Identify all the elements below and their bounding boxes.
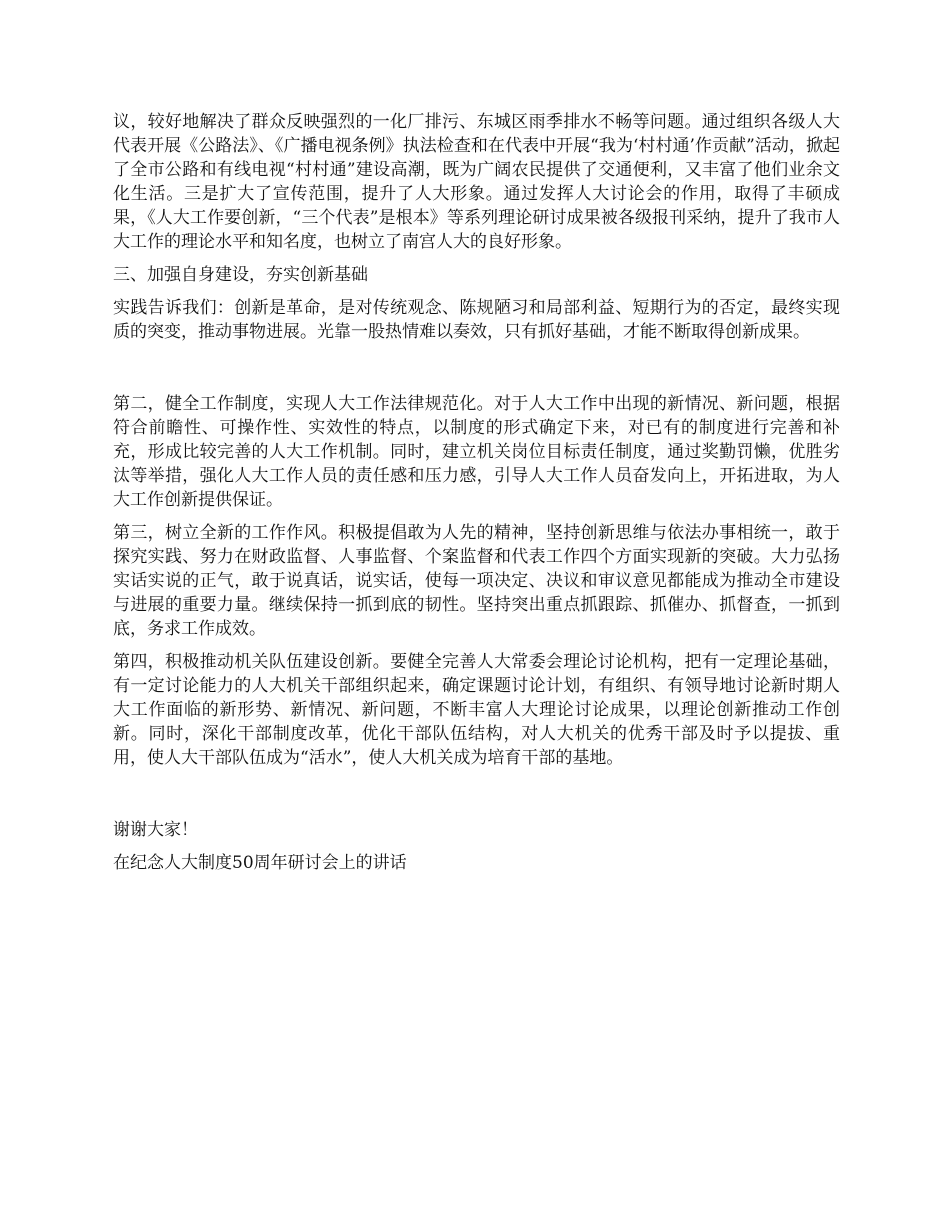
- paragraph-third: 第三，树立全新的工作作风。积极提倡敢为人先的精神，坚持创新思维与依法办事相统一，敢于探究实践、努力在财政监督、人事监督、个案监督和代表工作四个方面实现新的突破。大力弘扬实话实说的正气，敢于说真话，说实话，使每一项决定、决议和审议意见都能成为推动全市建设与进展的重要力量。继续保持一抓到底的韧性。坚持突出重点抓跟踪、抓催办、抓督查，一抓到底，务求工作成效。: [113, 523, 840, 639]
- paragraph-practice: 实践告诉我们：创新是革命，是对传统观念、陈规陋习和局部利益、短期行为的否定，最终实现质的突变，推动事物进展。光靠一股热情难以奏效，只有抓好基础，才能不断取得创新成果。: [113, 298, 840, 342]
- spacer: [113, 512, 840, 521]
- spacer: [113, 254, 840, 263]
- paragraph-second: 第二，健全工作制度，实现人大工作法律规范化。对于人大工作中出现的新情况、新问题，根据符合前瞻性、可操作性、实效性的特点，以制度的形式确定下来，对已有的制度进行完善和补充，形成比较完善的人大工作机制。同时，建立机关岗位目标责任制度，通过奖勤罚懒，优胜劣汰等举措，强化人大工作人员的责任感和压力感，引导人大工作人员奋发向上，开拓进取，为人大工作创新提供保证。: [113, 394, 840, 510]
- document-body: [113, 110, 840, 875]
- spacer: [113, 770, 840, 818]
- speech-title: 在纪念人大制度50周年研讨会上的讲话: [113, 853, 407, 873]
- spacer: [113, 287, 840, 296]
- paragraph-fourth: 第四，积极推动机关队伍建设创新。要健全完善人大常委会理论讨论机构，把有一定理论基础，有一定讨论能力的人大机关干部组织起来，确定课题讨论计划，有组织、有领导地讨论新时期人大工作面临的新形势、新情况、新问题，不断丰富人大理论讨论成果，以理论创新推动工作创新。同时，深化干部制度改革，优化干部队伍结构，对人大机关的优秀干部及时予以提拔、重用，使人大干部队伍成为“活水”，使人大机关成为培育干部的基地。: [113, 652, 840, 768]
- spacer: [113, 641, 840, 650]
- spacer: [113, 842, 840, 851]
- section-heading: 三、加强自身建设，夯实创新基础: [113, 265, 368, 285]
- paragraph-intro: 议，较好地解决了群众反映强烈的一化厂排污、东城区雨季排水不畅等问题。通过组织各级人大代表开展《公路法》、《广播电视条例》执法检查和在代表中开展“我为‘村村通’作贡献”活动，掀起了全市公路和有线电视“村村通”建设高潮，既为广阔农民提供了交通便利，又丰富了他们业余文化生活。三是扩大了宣传范围，提升了人大形象。通过发挥人大讨论会的作用，取得了丰硕成果，《人大工作要创新，“三个代表”是根本》等系列理论研讨成果被各级报刊采纳，提升了我市人大工作的理论水平和知名度，也树立了南宫人大的良好形象。: [113, 112, 841, 252]
- closing-thanks: 谢谢大家！: [113, 820, 198, 840]
- spacer: [113, 344, 840, 392]
